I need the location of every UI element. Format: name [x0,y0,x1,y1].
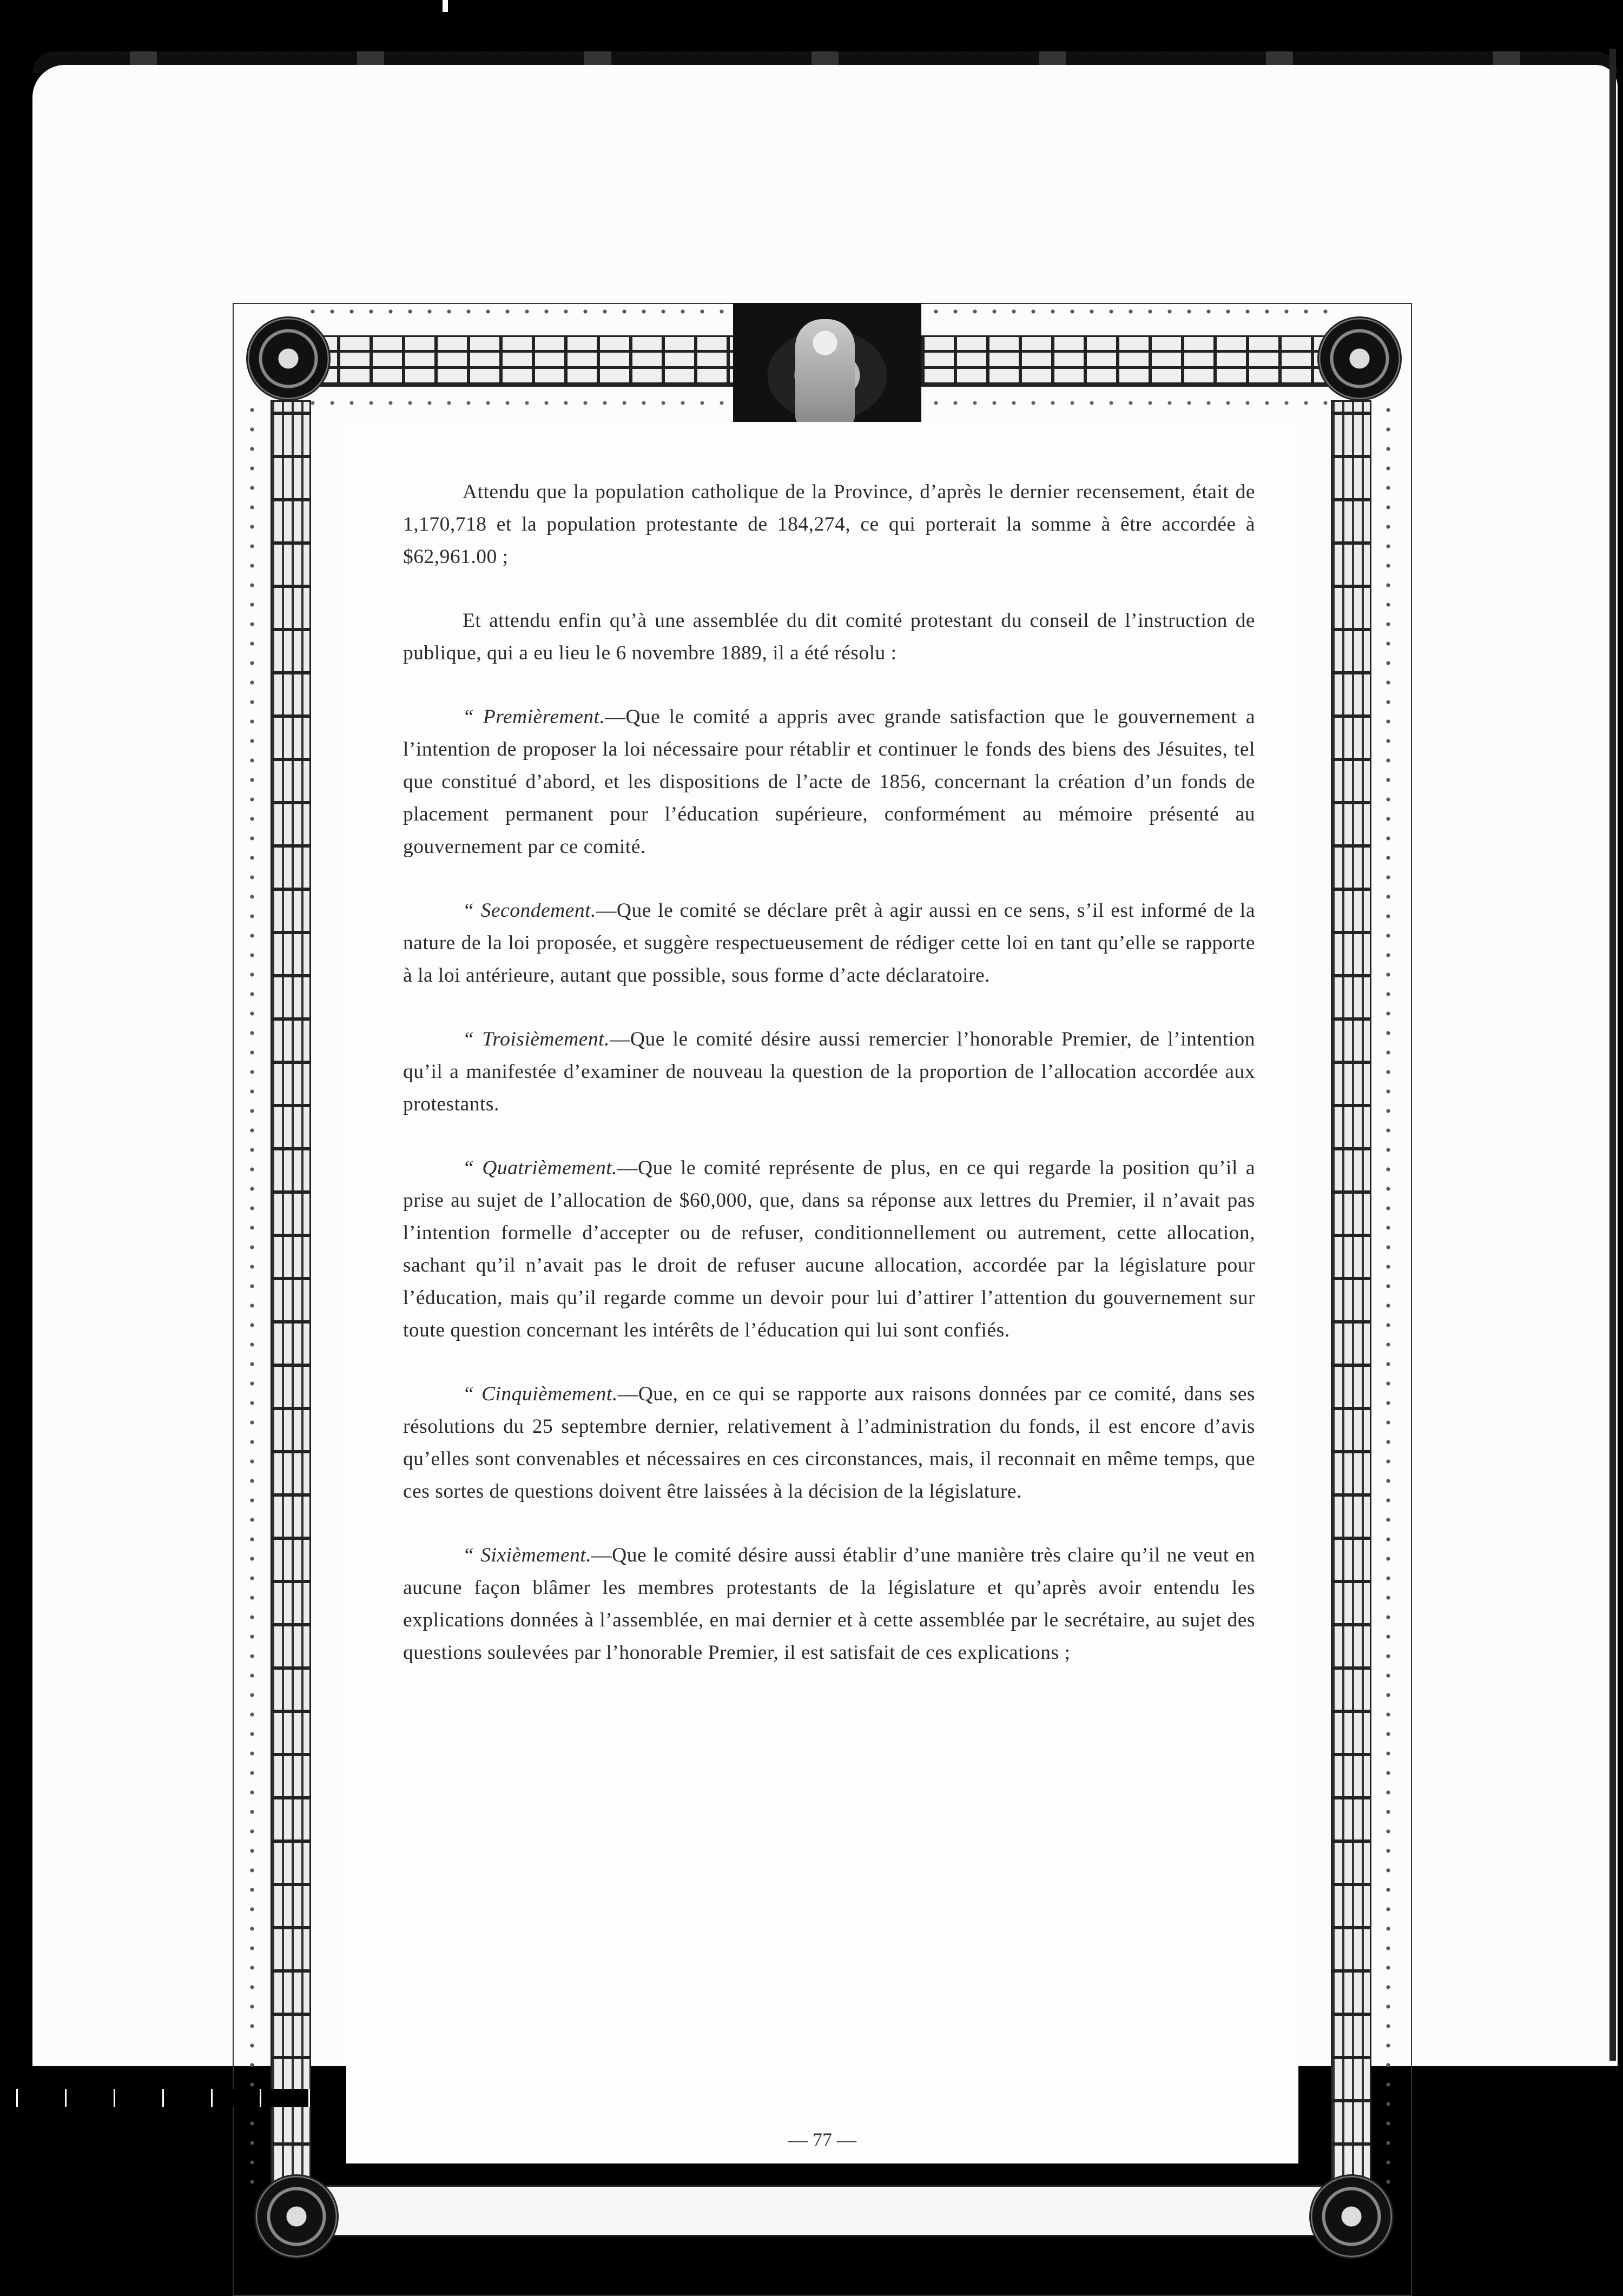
resolution-lead: “ Secondement. [463,899,596,922]
frame-dot-column-right [1382,400,1394,2191]
corner-ornament-bottom-right-icon [1309,2174,1394,2259]
resolution-paragraph [403,895,1255,992]
seated-figure-icon [795,319,855,427]
resolution-lead: “ Troisièmement. [463,1028,610,1050]
corner-medallion-top-left-icon [246,316,331,401]
paragraph [403,605,1255,670]
corner-medallion-top-right-icon [1317,316,1402,401]
paragraph-text: Et attendu enfin qu’à une assemblée du dit comité protestant du conseil de l’instruction de publique, qui a eu lieu le 6 novembre 1889, il a été résolu : [403,610,1255,664]
frame-band-bottom [303,2185,1342,2237]
resolution-text: —Que le comité désire aussi remercier l’honorable Premier, de l’intention qu’il a manifestée d’examiner de nouveau la question de la proportion de l’allocation accordée aux protestants. [403,1028,1255,1115]
frame-dot-column-left [246,400,258,2191]
resolution-lead: “ Premièrement. [463,706,605,728]
resolution-paragraph [403,1152,1255,1347]
binding-mark [443,0,448,12]
paragraph-text: Attendu que la population catholique de la Province, d’après le dernier recensement, était de 1,170,718 et la population protestante de 184,274, ce qui porterait la somme à être accordée à $62,961.00 ; [403,481,1255,568]
frame-band-right [1331,400,1371,2191]
resolution-text: —Que le comité désire aussi établir d’une manière très claire qu’il ne veut en aucune façon blâmer les membres protestants de la législature et qu’après avoir entendu les explications données à l’assemblée, en mai dernier et à cette assemblée par le secrétaire, au sujet des questions soulevées par l’honorable Premier, il est satisfait de ces explications ; [403,1544,1255,1664]
resolution-text: —Que le comité représente de plus, en ce qui regarde la position qu’il a prise au sujet de l’allocation de $60,000, que, dans sa réponse aux lettres du Premier, il n’avait pas l’intention formelle d’accepter ou de refuser, conditionnellement ou autrement, cette allocation, sachant qu’il n’avait pas le droit de refuser aucune allocation, accordée par la législature pour l’éducation, mais qu’il regarde comme un devoir pour lui d’attirer l’attention du gouvernement sur toute question concernant les intérêts de l’éducation qui lui sont confiés. [403,1157,1255,1341]
resolution-paragraph [403,1539,1255,1669]
page-right-edge [1609,49,1616,2061]
resolution-text: —Que le comité a appris avec grande satisfaction que le gouvernement a l’intention de proposer la loi nécessaire pour rétablir et continuer le fonds des biens des Jésuites, tel que constitué d’abord, et les dispositions de l’acte de 1856, concernant la création d’un fonds de placement permanent pour l’éducation supérieure, conformément au mémoire présenté au gouvernement par ce comité. [403,706,1255,858]
resolution-text: —Que, en ce qui se rapporte aux raisons données par ce comité, dans ses résolutions du 25 septembre dernier, relativement à l’administration du fonds, il est encore d’avis qu’elles sont convenables et nécessaires en ces circonstances, mais, il reconnait en même temps, que ces sortes de questions doivent être laissées à la décision de la législature. [403,1383,1255,1503]
resolution-lead: “ Quatrièmement. [463,1157,617,1179]
resolution-text: —Que le comité se déclare prêt à agir aussi en ce sens, s’il est informé de la nature de la loi proposée, et suggère respectueusement de rédiger cette loi en tant qu’elle se rapporte à la loi antérieure, autant que possible, sous forme d’acte déclaratoire. [403,899,1255,987]
resolution-lead: “ Sixièmement. [463,1544,592,1566]
document-body [403,476,1255,1701]
resolution-lead: “ Cinquièmement. [463,1383,618,1405]
page-number: — 77 — [788,2129,856,2151]
resolution-paragraph [403,1023,1255,1121]
resolution-paragraph [403,701,1255,863]
paragraph [403,476,1255,573]
resolution-paragraph [403,1378,1255,1508]
scan-edge-artifact [0,2089,325,2107]
frame-band-left [270,400,311,2191]
corner-ornament-bottom-left-icon [254,2174,339,2259]
